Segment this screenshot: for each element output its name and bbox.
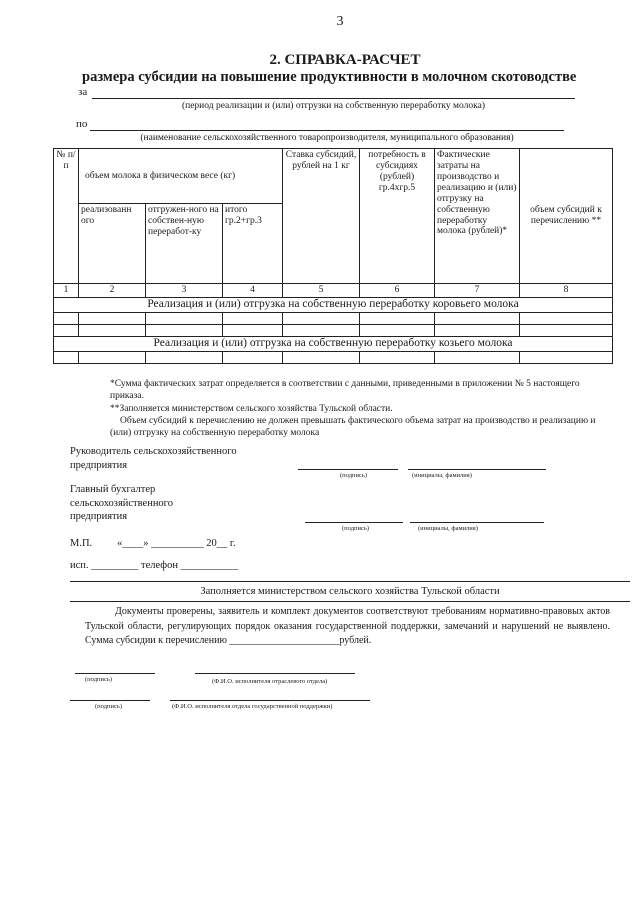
- header-transfer: объем субсидий к перечислению **: [520, 149, 613, 284]
- section-goat-milk: Реализация и (или) отгрузка на собственную переработку козьего молока: [54, 336, 613, 351]
- ministry-sign-hint-1: (подпись): [85, 676, 112, 683]
- document-title: 2. СПРАВКА-РАСЧЕТ: [269, 52, 421, 68]
- col-number: 1: [54, 284, 79, 298]
- head-name-line[interactable]: [408, 469, 546, 470]
- col-number: 5: [283, 284, 360, 298]
- col-number: 2: [79, 284, 146, 298]
- ministry-fio-line-2[interactable]: [170, 700, 370, 701]
- head-signature-hint: (подпись): [340, 472, 367, 479]
- producer-label: по: [76, 118, 88, 130]
- footnotes: [110, 378, 610, 440]
- col-number: 6: [360, 284, 435, 298]
- period-hint: (период реализации и (или) отгрузки на собственную переработку молока): [181, 101, 486, 111]
- accountant-signature-line[interactable]: [305, 522, 403, 523]
- period-label: за: [78, 86, 88, 98]
- divider: [70, 581, 630, 582]
- page-number: 3: [336, 14, 344, 29]
- ministry-text: Документы проверены, заявитель и комплект документов соответствуют требованиям нормативно-правовых актов Тульской области, регулирующих порядок оказания государственной поддержки, замечаний и нарушений не выявлено. Сумма субсидии к перечислению ______________________рублей.: [85, 606, 610, 646]
- producer-hint: (наименование сельскохозяйственного товаропроизводителя, муниципального образования): [140, 133, 514, 143]
- footnote-limit: Объем субсидий к перечислению не должен превышать фактического объема затрат на производство и реализацию и (или) отгрузку на собственную переработку молока: [110, 416, 596, 439]
- accountant-name-line[interactable]: [410, 522, 544, 523]
- ministry-sign-hint-2: (подпись): [95, 703, 122, 710]
- ministry-fio-state-hint: (Ф.И.О. исполнителя отдела государственной поддержки): [172, 703, 333, 710]
- header-costs: Фактические затраты на производство и реализацию и (или) отгрузку на собственную переработку молока (рублей)*: [435, 149, 520, 284]
- subsidy-table: [53, 148, 613, 364]
- period-line[interactable]: [92, 98, 575, 99]
- footnote-ministry: **Заполняется министерством сельского хозяйства Тульской области.: [110, 403, 393, 414]
- ministry-fio-line-1[interactable]: [195, 673, 355, 674]
- head-signature-line[interactable]: [298, 469, 398, 470]
- accountant-label: Главный бухгалтер сельскохозяйственного предприятия: [70, 484, 173, 523]
- col-number: 8: [520, 284, 613, 298]
- executor-field[interactable]: исп. _________ телефон ___________: [70, 560, 239, 571]
- head-name-hint: (инициалы, фамилия): [412, 472, 472, 479]
- ministry-sign-line-2[interactable]: [70, 700, 150, 701]
- ministry-header: Заполняется министерством сельского хозяйства Тульской области: [200, 586, 500, 597]
- col-number: 7: [435, 284, 520, 298]
- accountant-signature-hint: (подпись): [342, 525, 369, 532]
- header-total: итого гр.2+гр.3: [223, 204, 283, 284]
- ministry-sign-line-1[interactable]: [75, 673, 155, 674]
- col-number: 4: [223, 284, 283, 298]
- header-volume: объем молока в физическом весе (кг): [79, 149, 283, 204]
- producer-line[interactable]: [90, 130, 564, 131]
- section-cow-milk: Реализация и (или) отгрузка на собственную переработку коровьего молока: [54, 297, 613, 312]
- header-sold: реализованн ого: [79, 204, 146, 284]
- head-label: Руководитель сельскохозяйственного предприятия: [70, 446, 237, 471]
- header-need: потребность в субсидиях (рублей) гр.4хгр.5: [360, 149, 435, 284]
- table-row: [54, 324, 613, 336]
- date-field[interactable]: «____» __________ 20__ г.: [117, 538, 236, 549]
- accountant-name-hint: (инициалы, фамилия): [418, 525, 478, 532]
- table-row: [54, 312, 613, 324]
- table-row: [54, 351, 613, 363]
- col-number: 3: [146, 284, 223, 298]
- document-subtitle: размера субсидии на повышение продуктивности в молочном скотоводстве: [82, 69, 577, 85]
- ministry-fio-dept-hint: (Ф.И.О. исполнителя отраслевого отдела): [212, 678, 328, 685]
- header-num: № п/ п: [54, 149, 79, 284]
- header-rate: Ставка субсидий, рублей на 1 кг: [283, 149, 360, 284]
- divider: [70, 601, 630, 602]
- footnote-costs: *Сумма фактических затрат определяется в соответствии с данными, приведенными в приложении № 5 настоящего приказа.: [110, 379, 580, 402]
- stamp-label: М.П.: [70, 538, 93, 549]
- header-shipped: отгружен-ного на собствен-ную переработ-ку: [146, 204, 223, 284]
